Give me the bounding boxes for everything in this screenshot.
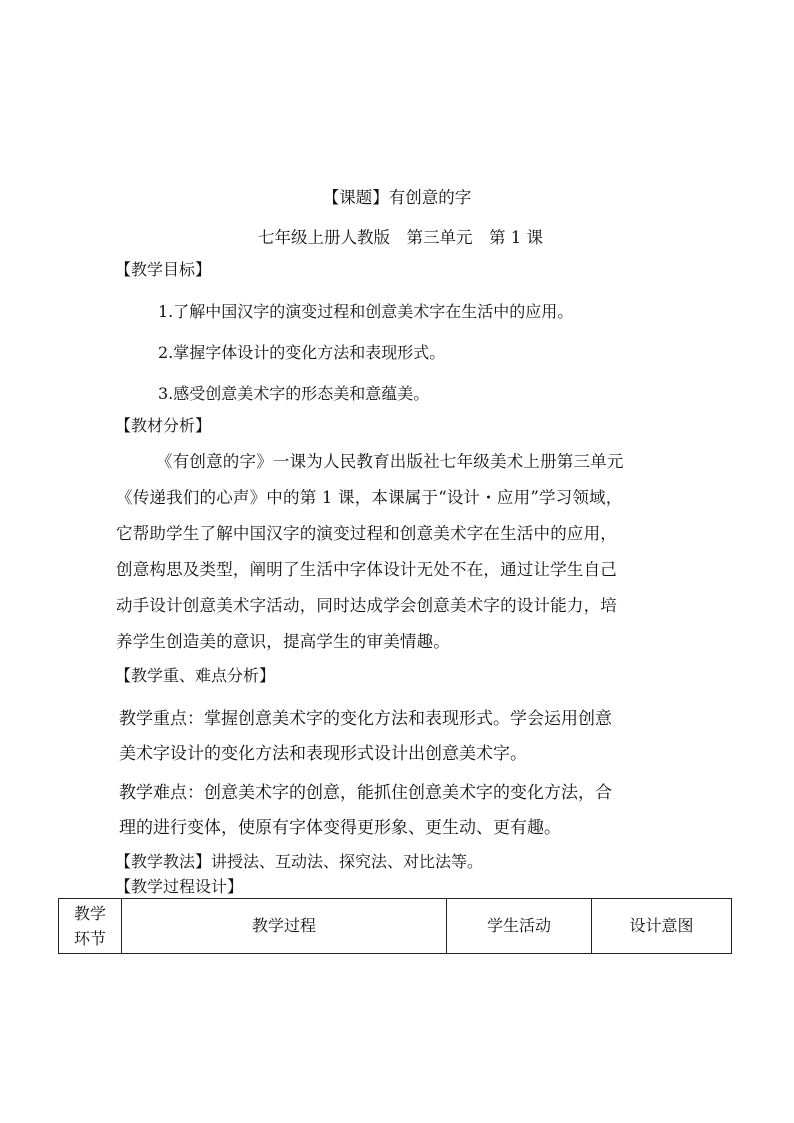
- objective-item: 1.了解中国汉字的演变过程和创意美术字在生活中的应用。: [158, 302, 574, 321]
- methods-label: 【教学教法】: [115, 852, 212, 871]
- col-header-design-intent: 设计意图: [592, 899, 732, 954]
- col-header-student-activity: 学生活动: [447, 899, 592, 954]
- analysis-line: 它帮助学生了解中国汉字的演变过程和创意美术字在生活中的应用，: [116, 524, 617, 543]
- objective-item: 2.掌握字体设计的变化方法和表现形式。: [158, 343, 446, 362]
- process-heading: 【教学过程设计】: [115, 877, 244, 896]
- objectives-heading: 【教学目标】: [115, 260, 212, 279]
- analysis-line: 养学生创造美的意识，提高学生的审美情趣。: [116, 632, 450, 651]
- difficulty-line: 理的进行变体，使原有字体变得更形象、更生动、更有趣。: [119, 818, 561, 838]
- page-subtitle: 七年级上册人教版 第三单元 第 1 课: [258, 228, 543, 247]
- methods-line: [115, 851, 483, 873]
- col-header-stage: [59, 899, 122, 954]
- col-header-stage-line1: 教学: [73, 904, 106, 923]
- analysis-line: 动手设计创意美术字活动，同时达成学会创意美术字的设计能力，培: [116, 596, 617, 615]
- difficulty-line: 教学难点：创意美术字的创意，能抓住创意美术字的变化方法，合: [119, 783, 612, 803]
- page-title: 【课题】有创意的字: [322, 188, 472, 207]
- objective-item: 3.感受创意美术字的形态美和意蕴美。: [158, 384, 430, 403]
- process-table: [58, 898, 732, 954]
- focus-line: 美术字设计的变化方法和表现形式设计出创意美术字。: [119, 744, 527, 764]
- analysis-line: 创意构思及类型，阐明了生活中字体设计无处不在，通过让学生自己: [116, 560, 617, 579]
- analysis-line: 《有创意的字》一课为人民教育出版社七年级美术上册第三单元: [156, 452, 624, 471]
- table-header-row: [59, 899, 732, 954]
- col-header-stage-line2: 环节: [73, 929, 106, 948]
- col-header-process: 教学过程: [122, 899, 447, 954]
- focus-line: 教学重点：掌握创意美术字的变化方法和表现形式。学会运用创意: [119, 709, 612, 729]
- analysis-line: 《传递我们的心声》中的第 1 课，本课属于“设计・应用”学习领域，: [116, 488, 623, 507]
- key-points-heading: 【教学重、难点分析】: [115, 666, 276, 685]
- analysis-heading: 【教材分析】: [115, 416, 212, 435]
- methods-value: 讲授法、互动法、探究法、对比法等。: [211, 852, 484, 871]
